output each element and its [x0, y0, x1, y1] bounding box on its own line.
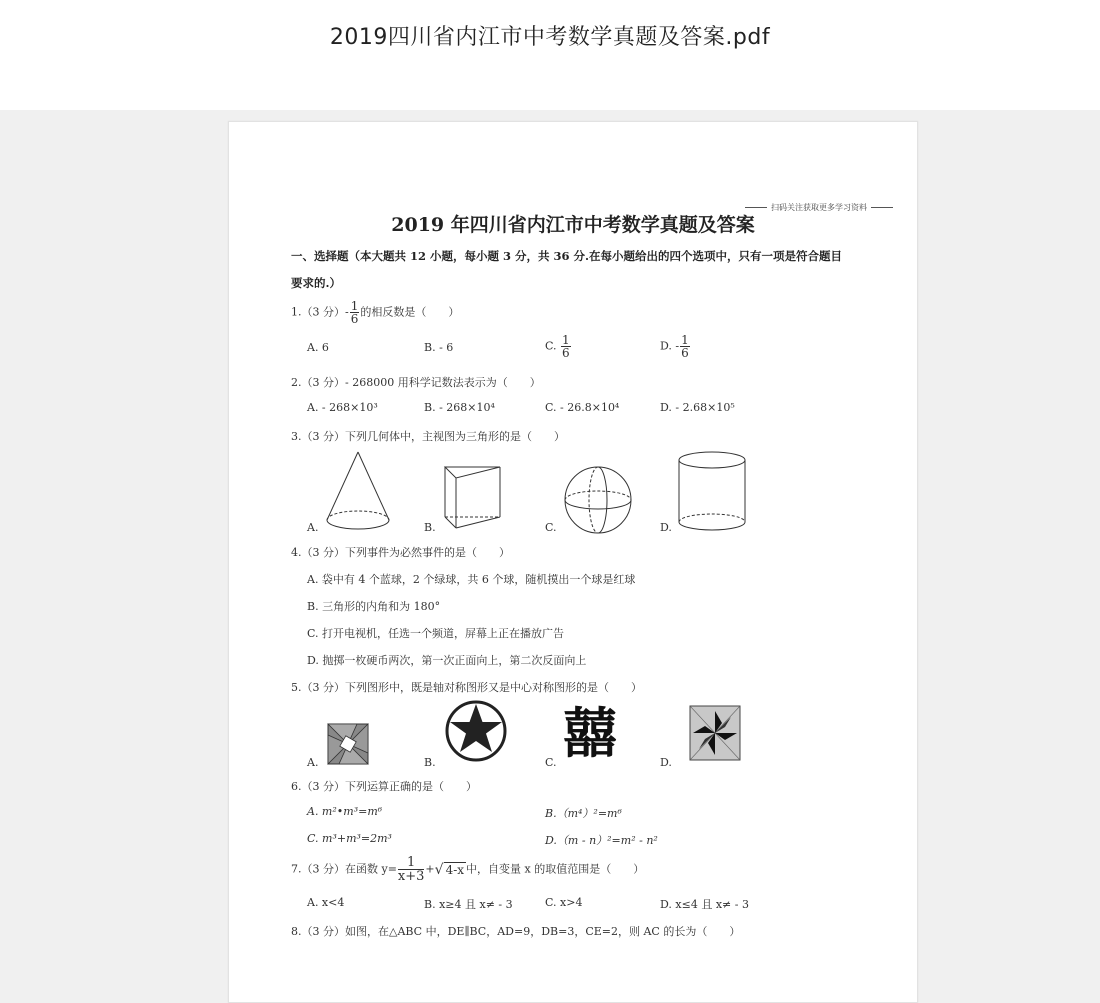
question-3: 3.（3 分）下列几何体中，主视图为三角形的是（ ） [291, 430, 565, 443]
q3-option-a: A. [307, 521, 319, 534]
q7-option-d: D. x≤4 且 x≠ - 3 [660, 898, 749, 911]
q2-option-d: D. - 2.68×10⁵ [660, 401, 735, 414]
sphere-figure [563, 465, 633, 535]
cylinder-figure [677, 450, 747, 534]
q1-fraction: $\frac{1}{6}$ [350, 299, 359, 326]
q7-option-a: A. x<4 [307, 896, 345, 909]
q2-option-c: C. - 26.8×10⁴ [545, 401, 620, 414]
q5-option-d: D. [660, 756, 672, 769]
title-bar [0, 0, 1100, 110]
question-4: 4.（3 分）下列事件为必然事件的是（ ） [291, 546, 510, 559]
q7-option-c: C. x>4 [545, 896, 583, 909]
section-heading: 一、选择题（本大题共 12 小题，每小题 3 分，共 36 分.在每小题给出的四个选项中，只有一项是符合题目 [291, 249, 843, 263]
question-7: 7.（3 分）在函数 y= $\frac{1}{x+3}$ +√ 4-x 中，自变量 x 的取值范围是（ ） [291, 855, 645, 884]
q3-option-d: D. [660, 521, 672, 534]
q1-prefix: 1.（3 分）- [291, 305, 349, 319]
q6-option-d: D.（m - n）²=m² - n² [545, 834, 658, 847]
prism-figure [442, 465, 504, 531]
q5-option-c: C. [545, 756, 557, 769]
cone-figure [323, 450, 393, 534]
question-5: 5.（3 分）下列图形中，既是轴对称图形又是中心对称图形的是（ ） [291, 681, 642, 694]
q7-sqrt: √ 4-x [434, 861, 465, 878]
q6-option-a: A. m²•m³=m⁶ [307, 805, 383, 818]
q3-option-c: C. [545, 521, 557, 534]
q6-option-b: B.（m⁴）²=m⁶ [545, 807, 622, 820]
q1-suffix: 的相反数是（ ） [360, 305, 460, 319]
question-1 [291, 300, 459, 325]
double-happiness-figure: 囍 [563, 702, 617, 765]
exam-title: 2019 年四川省内江市中考数学真题及答案 [391, 214, 755, 236]
q1-option-c: C. $\frac{1}{6}$ [545, 333, 570, 360]
q4-option-a: A. 袋中有 4 个蓝球，2 个绿球，共 6 个球，随机摸出一个球是红球 [307, 573, 636, 586]
q1-option-a: A. 6 [307, 341, 329, 354]
document-title: 2019四川省内江市中考数学真题及答案.pdf [329, 25, 771, 50]
watermark-text: 扫码关注获取更多学习资料 [771, 203, 867, 212]
q5-option-b: B. [424, 756, 436, 769]
q7-suffix: 中，自变量 x 的取值范围是（ ） [466, 862, 645, 876]
q6-option-c: C. m³+m³=2m³ [307, 832, 392, 845]
star-circle-figure [445, 700, 507, 762]
q2-option-b: B. - 268×10⁴ [424, 401, 495, 414]
q3-option-b: B. [424, 521, 436, 534]
pinwheel-square-figure [327, 723, 369, 765]
section-heading-cont: 要求的.） [291, 276, 342, 290]
q1-option-b: B. - 6 [424, 341, 454, 354]
q5-option-a: A. [307, 756, 319, 769]
question-6: 6.（3 分）下列运算正确的是（ ） [291, 780, 477, 793]
q4-option-d: D. 抛掷一枚硬币两次，第一次正面向上，第二次反面向上 [307, 654, 587, 667]
q4-option-b: B. 三角形的内角和为 180° [307, 600, 441, 613]
q7-fraction: $\frac{1}{x+3}$ [397, 855, 425, 884]
q7-prefix: 7.（3 分）在函数 y= [291, 862, 397, 876]
flower-tile-figure [689, 705, 741, 761]
q1-option-d: D. - $\frac{1}{6}$ [660, 333, 689, 360]
question-8: 8.（3 分）如图，在△ABC 中，DE∥BC，AD=9，DB=3，CE=2，则 AC 的长为（ ） [291, 925, 741, 938]
question-2: 2.（3 分）- 268000 用科学记数法表示为（ ） [291, 376, 541, 389]
q2-option-a: A. - 268×10³ [307, 401, 378, 414]
q4-option-c: C. 打开电视机，任选一个频道，屏幕上正在播放广告 [307, 627, 565, 640]
pdf-page[interactable] [228, 121, 918, 1003]
q7-option-b: B. x≥4 且 x≠ - 3 [424, 898, 513, 911]
